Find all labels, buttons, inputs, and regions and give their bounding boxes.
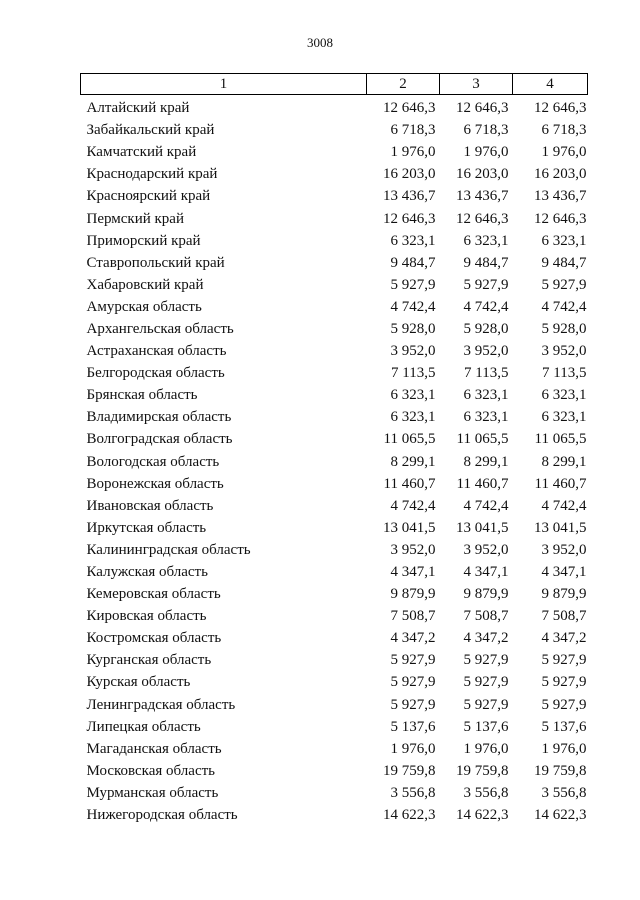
region-name-cell: Курская область [86,674,191,691]
region-name-cell: Архангельская область [86,320,234,337]
page-number: 3008 [307,35,333,50]
value-col-4-cell: 4 742,4 [541,298,587,315]
value-col-2-cell: 11 065,5 [383,431,436,448]
value-col-3-cell: 11 065,5 [456,431,509,448]
value-col-4-cell: 1 976,0 [541,740,587,757]
value-col-4-cell: 14 622,3 [534,807,587,824]
value-col-3-cell: 1 976,0 [463,740,509,757]
table-row [81,649,588,671]
value-col-2-cell: 4 742,4 [390,298,436,315]
table-row [81,428,588,450]
value-col-4-cell: 12 646,3 [534,210,587,227]
value-col-4-cell: 6 718,3 [541,122,587,139]
region-name-cell: Костромская область [86,630,222,647]
table-row [81,362,588,384]
region-name-cell: Амурская область [86,298,202,315]
value-col-3-cell: 4 347,1 [463,564,509,581]
value-col-2-cell: 5 137,6 [390,718,436,735]
value-col-4-cell: 6 323,1 [541,232,587,249]
region-name-cell: Калининградская область [86,541,251,558]
value-col-3-cell: 5 928,0 [463,320,509,337]
value-col-2-cell: 3 952,0 [390,541,436,558]
value-col-2-cell: 8 299,1 [390,453,436,470]
value-col-3-cell: 4 347,2 [463,630,509,647]
value-col-4-cell: 6 323,1 [541,409,587,426]
value-col-4-cell: 1 976,0 [541,144,587,161]
table-row [81,694,588,716]
value-col-2-cell: 3 952,0 [390,343,436,360]
region-name-cell: Забайкальский край [86,122,215,139]
value-col-2-cell: 4 742,4 [390,497,436,514]
value-col-3-cell: 5 927,9 [463,696,509,713]
region-name-cell: Магаданская область [86,740,222,757]
region-name-cell: Волгоградская область [86,431,233,448]
region-name-cell: Кемеровская область [86,586,221,603]
table-row [81,473,588,495]
table-row [81,760,588,782]
region-name-cell: Курганская область [86,652,212,669]
value-col-3-cell: 5 927,9 [463,652,509,669]
value-col-2-cell: 6 718,3 [390,122,436,139]
table-row [81,517,588,539]
value-col-3-cell: 9 484,7 [463,254,509,271]
value-col-4-cell: 12 646,3 [534,100,587,117]
value-col-4-cell: 5 927,9 [541,276,587,293]
region-name-cell: Нижегородская область [86,807,238,824]
table-row [81,141,588,163]
value-col-4-cell: 3 556,8 [541,784,587,801]
value-col-4-cell: 3 952,0 [541,343,587,360]
region-name-cell: Приморский край [86,232,201,249]
value-col-2-cell: 5 927,9 [390,652,436,669]
value-col-2-cell: 7 508,7 [390,608,436,625]
value-col-3-cell: 6 323,1 [463,387,509,404]
table-row [81,716,588,738]
table-row [81,561,588,583]
value-col-2-cell: 1 976,0 [390,144,436,161]
table-row [81,451,588,473]
value-col-3-cell: 12 646,3 [456,100,509,117]
region-name-cell: Кировская область [86,608,207,625]
value-col-2-cell: 14 622,3 [383,807,436,824]
header-col-4: 4 [513,74,588,95]
value-col-4-cell: 3 952,0 [541,541,587,558]
value-col-2-cell: 3 556,8 [390,784,436,801]
value-col-2-cell: 6 323,1 [390,409,436,426]
value-col-4-cell: 13 436,7 [534,188,587,205]
region-name-cell: Калужская область [86,564,208,581]
region-name-cell: Мурманская область [86,784,219,801]
value-col-4-cell: 5 137,6 [541,718,587,735]
value-col-2-cell: 13 436,7 [383,188,436,205]
value-col-3-cell: 19 759,8 [456,762,509,779]
value-col-3-cell: 5 927,9 [463,674,509,691]
value-col-4-cell: 7 508,7 [541,608,587,625]
value-col-2-cell: 7 113,5 [391,365,436,382]
value-col-2-cell: 12 646,3 [383,100,436,117]
value-col-3-cell: 6 323,1 [463,232,509,249]
table-row [81,495,588,517]
value-col-4-cell: 9 879,9 [541,586,587,603]
table-row [81,185,588,207]
value-col-2-cell: 6 323,1 [390,232,436,249]
value-col-4-cell: 11 065,5 [534,431,587,448]
value-col-4-cell: 11 460,7 [534,475,587,492]
table-row [81,274,588,296]
region-name-cell: Красноярский край [86,188,211,205]
value-col-3-cell: 5 927,9 [463,276,509,293]
value-col-3-cell: 7 113,5 [464,365,509,382]
value-col-3-cell: 16 203,0 [456,166,509,183]
table-row [81,207,588,229]
region-name-cell: Пермский край [86,210,184,227]
value-col-2-cell: 16 203,0 [383,166,436,183]
region-name-cell: Липецкая область [86,718,201,735]
region-name-cell: Владимирская область [86,409,232,426]
value-col-2-cell: 5 927,9 [390,674,436,691]
region-name-cell: Иркутская область [86,519,207,536]
value-col-4-cell: 8 299,1 [541,453,587,470]
value-col-4-cell: 9 484,7 [541,254,587,271]
value-col-2-cell: 5 927,9 [390,276,436,293]
value-col-4-cell: 5 927,9 [541,674,587,691]
value-col-4-cell: 5 927,9 [541,652,587,669]
region-name-cell: Воронежская область [86,475,224,492]
value-col-2-cell: 1 976,0 [390,740,436,757]
value-col-3-cell: 4 742,4 [463,298,509,315]
value-col-3-cell: 13 436,7 [456,188,509,205]
table-row [81,119,588,141]
value-col-4-cell: 7 113,5 [542,365,587,382]
value-col-4-cell: 5 928,0 [541,320,587,337]
header-col-1: 1 [81,74,367,95]
region-name-cell: Ленинградская область [86,696,236,713]
table-row [81,583,588,605]
region-name-cell: Ивановская область [86,497,214,514]
table-row [81,95,588,120]
table-row [81,318,588,340]
value-col-3-cell: 3 952,0 [463,343,509,360]
value-col-4-cell: 4 742,4 [541,497,587,514]
value-col-2-cell: 9 879,9 [390,586,436,603]
region-name-cell: Краснодарский край [86,166,218,183]
value-col-4-cell: 16 203,0 [534,166,587,183]
value-col-3-cell: 6 323,1 [463,409,509,426]
value-col-2-cell: 5 927,9 [390,696,436,713]
region-name-cell: Астраханская область [86,343,227,360]
table-row [81,384,588,406]
header-col-2: 2 [367,74,440,95]
data-table [80,73,588,826]
value-col-3-cell: 3 556,8 [463,784,509,801]
table-row [81,539,588,561]
table-row [81,804,588,826]
value-col-4-cell: 5 927,9 [541,696,587,713]
value-col-3-cell: 4 742,4 [463,497,509,514]
region-name-cell: Белгородская область [86,365,225,382]
region-name-cell: Московская область [86,762,215,779]
value-col-2-cell: 6 323,1 [390,387,436,404]
value-col-2-cell: 4 347,1 [390,564,436,581]
table-row [81,738,588,760]
header-col-3: 3 [440,74,513,95]
table-row [81,230,588,252]
value-col-3-cell: 12 646,3 [456,210,509,227]
value-col-3-cell: 1 976,0 [463,144,509,161]
value-col-2-cell: 5 928,0 [390,320,436,337]
table-body [81,95,588,827]
region-name-cell: Брянская область [86,387,198,404]
table-row [81,605,588,627]
table-row [81,782,588,804]
value-col-2-cell: 12 646,3 [383,210,436,227]
region-name-cell: Ставропольский край [86,254,225,271]
value-col-3-cell: 6 718,3 [463,122,509,139]
value-col-3-cell: 8 299,1 [463,453,509,470]
region-name-cell: Алтайский край [86,100,190,117]
value-col-3-cell: 13 041,5 [456,519,509,536]
value-col-2-cell: 13 041,5 [383,519,436,536]
value-col-3-cell: 3 952,0 [463,541,509,558]
value-col-4-cell: 13 041,5 [534,519,587,536]
table-row [81,627,588,649]
value-col-4-cell: 4 347,1 [541,564,587,581]
value-col-3-cell: 7 508,7 [463,608,509,625]
value-col-4-cell: 19 759,8 [534,762,587,779]
region-name-cell: Вологодская область [86,453,220,470]
header-row [81,74,588,95]
value-col-2-cell: 19 759,8 [383,762,436,779]
table-row [81,671,588,693]
table-row [81,340,588,362]
value-col-4-cell: 6 323,1 [541,387,587,404]
table-row [81,296,588,318]
value-col-3-cell: 11 460,7 [456,475,509,492]
value-col-3-cell: 5 137,6 [463,718,509,735]
table-row [81,163,588,185]
table-row [81,406,588,428]
value-col-2-cell: 11 460,7 [383,475,436,492]
table-header [81,74,588,95]
region-name-cell: Камчатский край [86,144,197,161]
value-col-3-cell: 9 879,9 [463,586,509,603]
value-col-4-cell: 4 347,2 [541,630,587,647]
region-name-cell: Хабаровский край [86,276,204,293]
table-row [81,252,588,274]
value-col-2-cell: 9 484,7 [390,254,436,271]
value-col-3-cell: 14 622,3 [456,807,509,824]
value-col-2-cell: 4 347,2 [390,630,436,647]
